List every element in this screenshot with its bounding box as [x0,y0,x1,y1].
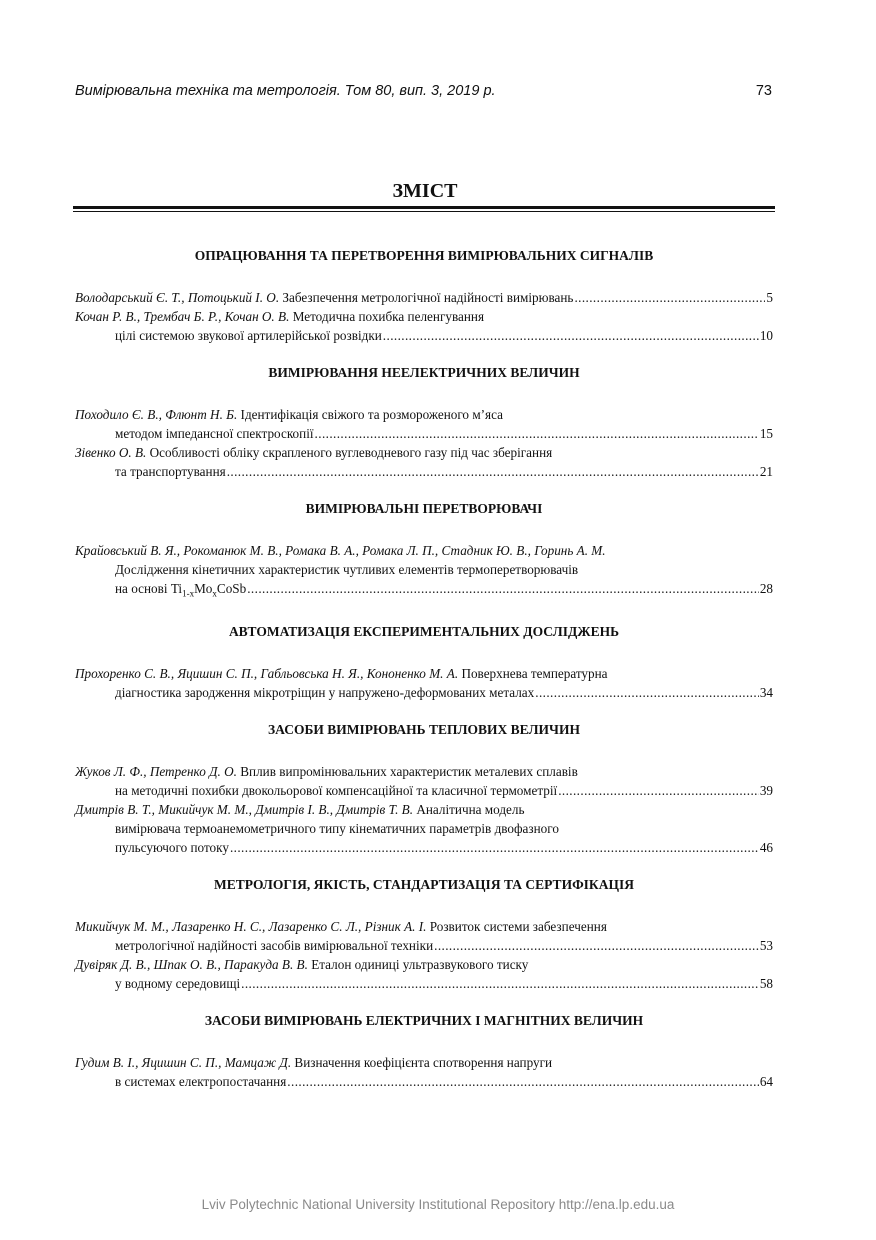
entry-list [75,664,773,702]
entry-line [75,762,773,781]
dot-leader [230,838,759,857]
entry-line [75,443,773,462]
toc-entry [75,955,773,993]
entry-line [75,781,773,800]
entry-list [75,762,773,857]
entry-page: 34 [759,684,773,700]
toc-section [75,623,773,702]
entry-title: Особливості обліку скрапленого вуглеводневого газу під час зберігання [149,445,553,460]
entry-line [75,541,773,560]
section-heading: АВТОМАТИЗАЦІЯ ЕКСПЕРИМЕНТАЛЬНИХ ДОСЛІДЖЕНЬ [228,623,620,639]
section-heading: ЗАСОБИ ВИМІРЮВАНЬ ТЕПЛОВИХ ВЕЛИЧИН [268,721,580,737]
entry-line [75,307,773,326]
entry-line [75,955,773,974]
entry-title: на основі $Ti_{1-x}Mo_xCoSb$ [115,581,247,599]
entry-title: пульсуючого потоку [115,839,229,855]
section-heading: ЗАСОБИ ВИМІРЮВАНЬ ЕЛЕКТРИЧНИХ І МАГНІТНИХ ВЕЛИЧИН [204,1012,644,1028]
page-title: ЗМІСТ [392,180,458,202]
entry-list [75,541,773,604]
toc-entry [75,307,773,345]
toc-entry [75,800,773,857]
entry-line [75,405,773,424]
toc-entry [75,288,773,307]
entry-page: 15 [759,426,773,441]
entry-title: Методична похибка пеленгування [292,309,485,324]
entry-text [75,288,573,307]
journal-header: Вимірювальна техніка та метрологія. Том 80, вип. 3, 2019 р. [75,83,496,99]
entry-title: Розвиток системи забезпечення [429,918,607,934]
entry-line [75,1072,773,1091]
entry-title: діагностика зародження мікротріщин у напружено-деформованих металах [115,684,535,700]
entry-authors: Жуков Л. Ф., Петренко Д. О. [75,763,237,779]
entry-title: метрологічної надійності засобів вимірювальної техніки [115,937,434,953]
entry-line [75,462,773,481]
entry-page: 58 [759,975,773,991]
toc-entry [75,762,773,800]
entry-line [75,288,773,307]
dot-leader [241,974,759,993]
entry-line [75,1053,773,1072]
entry-line [75,683,773,702]
entry-authors: Походило Є. В., Флюнт Н. Б. [75,407,238,422]
entry-list [75,405,773,481]
entry-line [75,424,773,443]
entry-title: та транспортування [115,464,226,479]
entry-authors: Дувіряк Д. В., Шпак О. В., Паракуда В. В. [75,956,308,972]
entry-page: 39 [759,782,773,798]
toc-section [75,1012,773,1091]
entry-title: Ідентифікація свіжого та розмороженого м’яса [240,407,503,422]
entry-authors: Прохоренко С. В., Яцишин С. П., Габльовська Н. Я., Кононенко М. А. [75,665,459,681]
entry-line [75,917,773,936]
toc-entry [75,1053,773,1091]
entry-authors: Володарський Є. Т., Потоцький І. О. [75,290,280,305]
entry-line [75,326,773,345]
toc-section [75,876,773,993]
entry-title: Поверхнева температурна [461,665,608,681]
entry-title: у водному середовищі [115,975,241,991]
section-heading: МЕТРОЛОГІЯ, ЯКІСТЬ, СТАНДАРТИЗАЦІЯ ТА СЕРТИФІКАЦІЯ [214,876,634,892]
entry-title: Вплив випромінювальних характеристик металевих сплавів [240,763,578,779]
entry-page: 46 [759,839,773,855]
entry-page: 53 [759,937,773,953]
entry-authors: Микийчук М. М., Лазаренко Н. С., Лазаренко С. Л., Різник А. І. [75,918,427,934]
entry-page: 5 [766,290,773,305]
entry-page: 21 [759,464,773,479]
toc-entry [75,405,773,443]
toc-section [75,364,773,481]
toc-section [75,500,773,604]
section-heading: ВИМІРЮВАННЯ НЕЕЛЕКТРИЧНИХ ВЕЛИЧИН [268,365,580,380]
entry-title: Забезпечення метрологічної надійності вимірювань [282,290,574,305]
entry-title: Дослідження кінетичних характеристик чутливих елементів термоперетворювачів [115,562,579,577]
title-rule-thick [73,206,775,209]
entry-authors: Зівенко О. В. [75,445,147,460]
section-heading: ОПРАЦЮВАННЯ ТА ПЕРЕТВОРЕННЯ ВИМІРЮВАЛЬНИХ СИГНАЛІВ [194,248,654,263]
dot-leader [227,462,759,481]
dot-leader [535,683,759,702]
dot-leader [434,936,759,955]
toc-entry [75,541,773,604]
repository-footer: Lviv Polytechnic National University Institutional Repository http://ena.lp.edu.ua [201,1197,675,1212]
page-number: 73 [755,83,772,99]
entry-list [75,917,773,993]
dot-leader [287,1072,759,1091]
entry-list [75,1053,773,1091]
entry-title: Визначення коефіцієнта спотворення напруги [294,1054,553,1070]
table-of-contents [75,247,773,1110]
entry-line [75,800,773,819]
entry-authors: Гудим В. І., Яцишин С. П., Мамцаж Д. [75,1054,292,1070]
toc-section [75,721,773,857]
entry-title: Аналітична модель [416,801,525,817]
entry-line [75,579,773,604]
dot-leader [315,424,759,443]
dot-leader [574,288,765,307]
entry-title: цілі системою звукової артилерійської розвідки [115,328,382,343]
toc-entry [75,917,773,955]
entry-title: в системах електропостачання [115,1073,287,1089]
entry-title: на методичні похибки двокольорової компенсаційної та класичної термометрії [115,782,558,798]
title-rule-thin [73,211,775,212]
toc-section [75,247,773,345]
entry-title: Еталон одиниці ультразвукового тиску [311,956,529,972]
entry-line [75,936,773,955]
toc-entry [75,443,773,481]
entry-page: 28 [759,581,773,596]
entry-title: вимірювача термоанемометричного типу кінематичних параметрів двофазного [115,820,559,836]
entry-title: методом імпедансної спектроскопії [115,426,314,441]
entry-list [75,288,773,345]
entry-authors: Кочан Р. В., Трембач Б. Р., Кочан О. В. [75,309,290,324]
entry-authors: Крайовський В. Я., Рокоманюк М. В., Ромака В. А., Ромака Л. П., Стадник Ю. В., Горинь А. М. [75,543,606,558]
entry-line [75,838,773,857]
dot-leader [247,579,759,598]
toc-entry [75,664,773,702]
entry-page: 64 [759,1073,773,1089]
dot-leader [383,326,759,345]
section-heading: ВИМІРЮВАЛЬНІ ПЕРЕТВОРЮВАЧІ [305,501,543,516]
entry-page: 10 [759,328,773,343]
entry-line [75,974,773,993]
dot-leader [558,781,759,800]
entry-authors: Дмитрів В. Т., Микийчук М. М., Дмитрів І. В., Дмитрів Т. В. [75,801,414,817]
entry-line [75,664,773,683]
